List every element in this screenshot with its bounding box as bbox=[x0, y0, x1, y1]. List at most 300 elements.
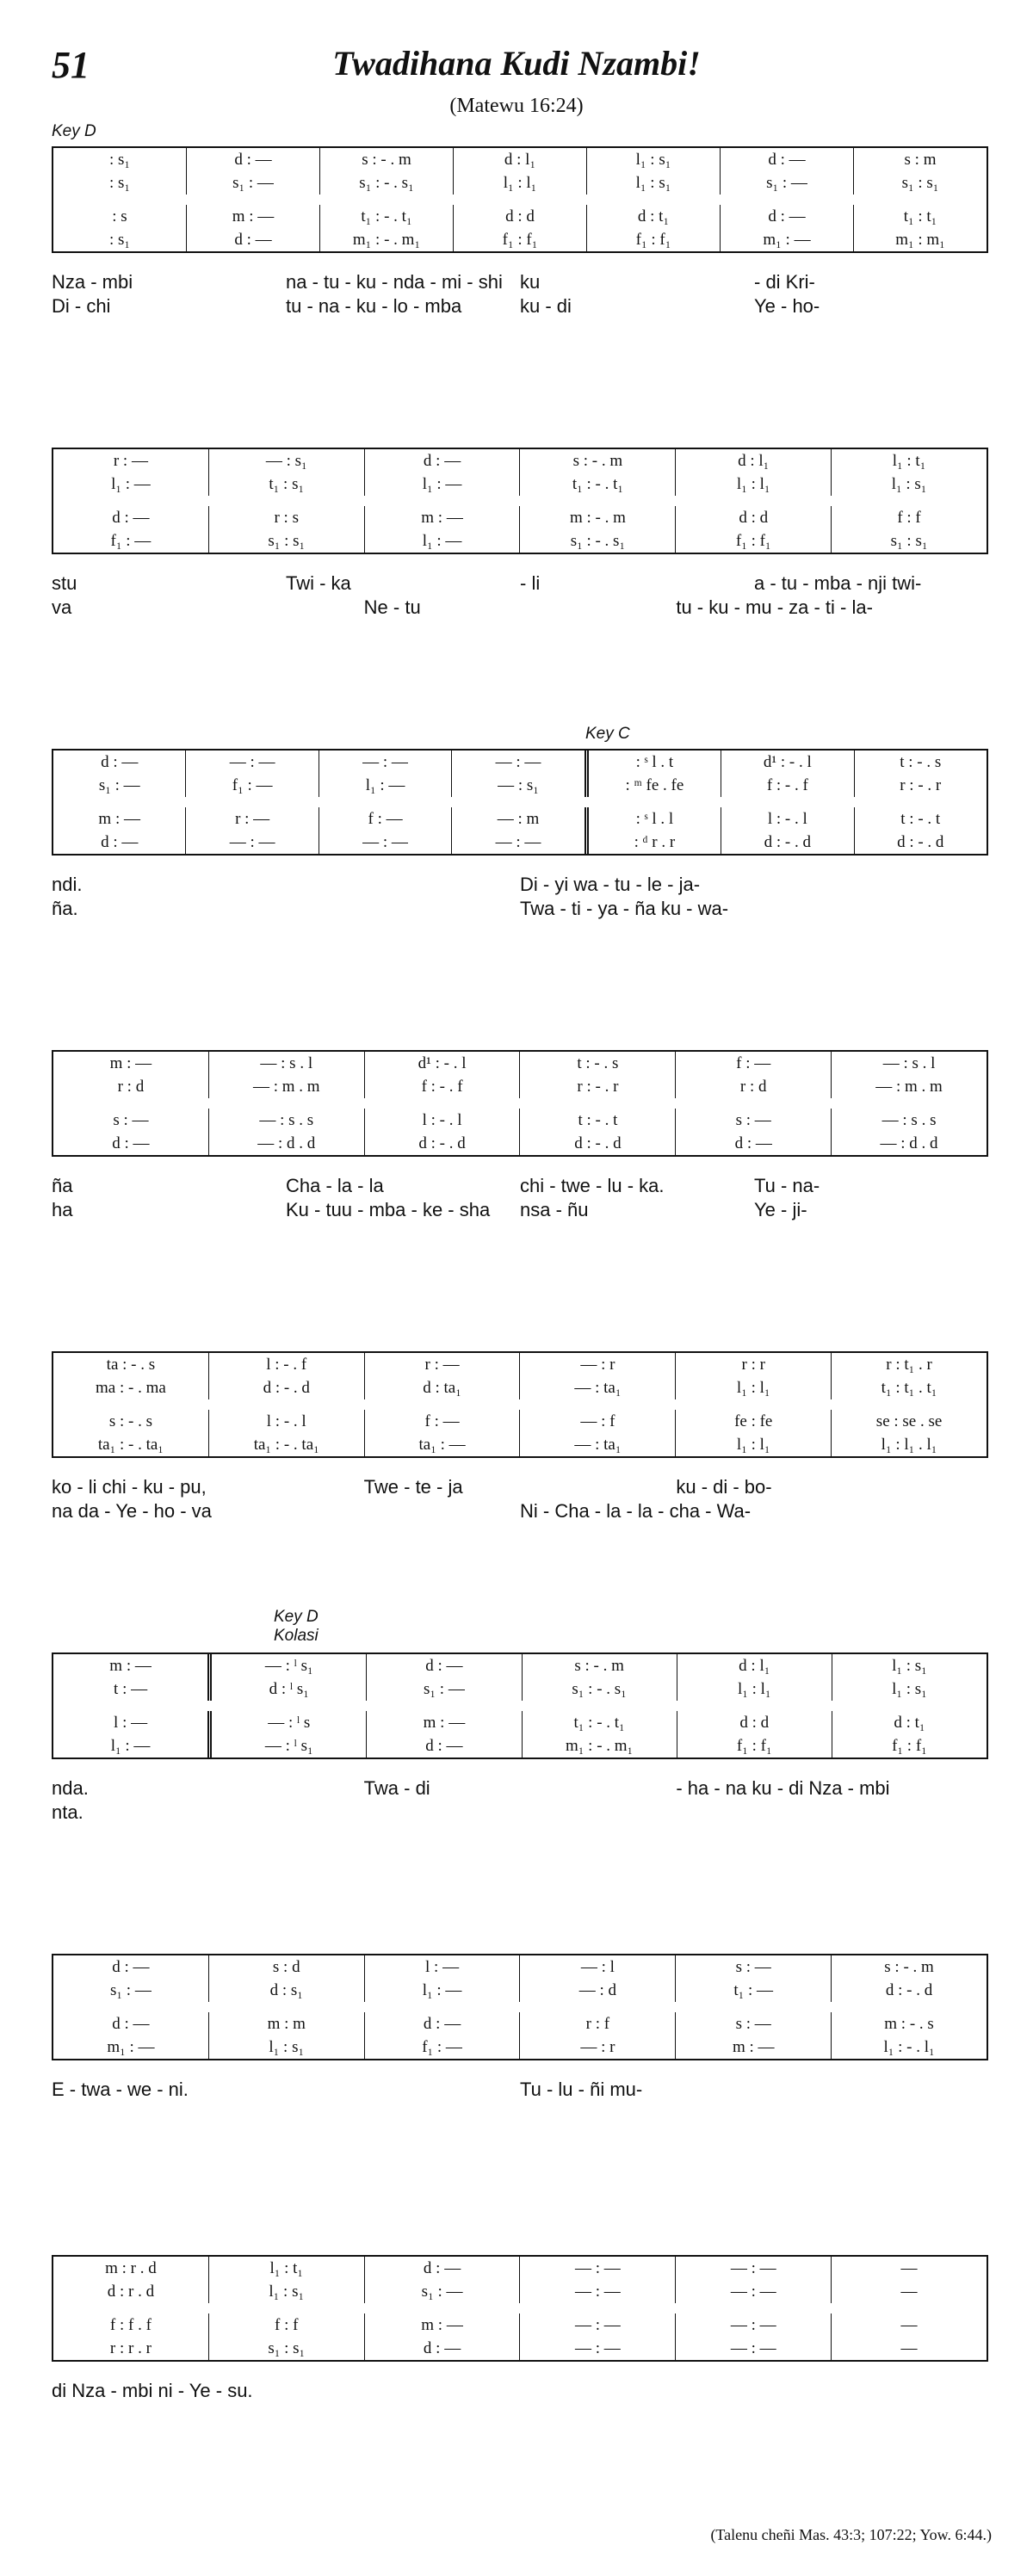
measure-cell: d : l₁ bbox=[453, 148, 586, 171]
lyric-segment: nta. bbox=[52, 1801, 84, 1823]
lyric-line bbox=[52, 572, 988, 595]
measure-cell: s₁ : — bbox=[98, 776, 140, 794]
measure-cell: m₁ : — bbox=[107, 2038, 155, 2056]
measure-cell: — : ˡ s₁ bbox=[207, 1654, 366, 1677]
measure-cell: t : - . s bbox=[854, 751, 987, 774]
measure-cell: ta₁ : — bbox=[364, 1433, 520, 1456]
measure-cell: — : d . d bbox=[831, 1132, 987, 1155]
measure-cell: d : ta₁ bbox=[364, 1376, 520, 1399]
measure-cell: — : s . l bbox=[208, 1052, 364, 1075]
measure-cell: l₁ : s₁ bbox=[832, 1654, 987, 1677]
measure-cell: — : d bbox=[519, 1979, 675, 2002]
measure-cell: — : l bbox=[519, 1955, 675, 1979]
measure-cell: m : - . s bbox=[831, 2012, 987, 2035]
lyric-segment: ko - li chi - ku - pu, bbox=[52, 1476, 207, 1498]
measure-cell: t₁ : - . t₁ bbox=[522, 1711, 677, 1734]
lyric-line bbox=[52, 1199, 988, 1221]
measure-cell: d : — bbox=[112, 1134, 150, 1152]
measure-cell: s : d bbox=[208, 1955, 364, 1979]
measure-cell: s : — bbox=[113, 1111, 149, 1129]
measure-cell: l₁ : s₁ bbox=[208, 2280, 364, 2303]
measure-cell: s₁ : — bbox=[366, 1677, 521, 1701]
measure-cell: — : — bbox=[675, 2337, 831, 2360]
measure-cell: : ᵈ r . r bbox=[585, 831, 721, 854]
measure-cell: r : — bbox=[185, 807, 318, 831]
measure-cell: d¹ : - . l bbox=[721, 751, 853, 774]
measure-cell: d : — bbox=[186, 148, 319, 171]
measure-cell: — : r bbox=[519, 2035, 675, 2059]
lyric-segment: - di Kri- bbox=[754, 271, 815, 293]
measure-cell: — bbox=[831, 2257, 987, 2280]
measure-cell: l : - . l bbox=[364, 1109, 520, 1132]
measure-cell: f₁ : f₁ bbox=[453, 228, 586, 251]
measure-cell: m₁ : - . m₁ bbox=[319, 228, 453, 251]
measure-cell: s : — bbox=[675, 2012, 831, 2035]
voice-row bbox=[53, 1711, 987, 1734]
voice-row bbox=[53, 1677, 987, 1701]
lyric-line bbox=[52, 1777, 988, 1800]
lyric-segment: tu - ku - mu - za - ti - la- bbox=[676, 596, 873, 618]
measure-cell: d : - . d bbox=[854, 831, 987, 854]
measure-cell: d : — bbox=[720, 148, 853, 171]
measure-cell: t : - . s bbox=[519, 1052, 675, 1075]
voice-row bbox=[53, 2012, 987, 2035]
measure-cell: l₁ : — bbox=[364, 473, 520, 496]
measure-cell: d : - . d bbox=[364, 1132, 520, 1155]
measure-cell: d : - . d bbox=[831, 1979, 987, 2002]
measure-cell: t₁ : — bbox=[675, 1979, 831, 2002]
key-signature-label: Key D bbox=[52, 122, 96, 140]
measure-cell: m : r . d bbox=[105, 2259, 157, 2277]
lyric-line bbox=[52, 1476, 988, 1498]
measure-cell: fe : fe bbox=[675, 1410, 831, 1433]
measure-cell: m : — bbox=[186, 205, 319, 228]
measure-cell: — : m bbox=[451, 807, 584, 831]
measure-cell: t₁ : - . t₁ bbox=[519, 473, 675, 496]
measure-cell: : s₁ bbox=[108, 151, 131, 169]
lyric-segment: Twe - te - ja bbox=[363, 1476, 463, 1498]
measure-cell: — : — bbox=[519, 2257, 675, 2280]
measure-cell: — : — bbox=[675, 2257, 831, 2280]
measure-cell: — : s . s bbox=[208, 1109, 364, 1132]
measure-cell: s : — bbox=[675, 1955, 831, 1979]
lyric-segment: Twa - ti - ya - ña ku - wa- bbox=[520, 898, 729, 919]
lyric-segment: ha bbox=[52, 1199, 73, 1220]
measure-cell: d : — bbox=[101, 833, 139, 851]
measure-cell: l₁ : s₁ bbox=[586, 148, 720, 171]
measure-cell: — : — bbox=[319, 831, 451, 854]
measure-cell: r : f bbox=[519, 2012, 675, 2035]
lyric-segment: Cha - la - la bbox=[286, 1175, 384, 1196]
hymn-number: 51 bbox=[52, 44, 90, 86]
measure-cell: f₁ : f₁ bbox=[675, 529, 831, 553]
lyric-segment bbox=[676, 1801, 988, 1824]
measure-cell: f : - . f bbox=[721, 774, 853, 797]
measure-cell: — : ta₁ bbox=[519, 1376, 675, 1399]
measure-cell: l₁ : l₁ bbox=[675, 473, 831, 496]
voice-row bbox=[53, 774, 987, 797]
measure-cell: d : ˡ s₁ bbox=[207, 1677, 366, 1701]
measure-cell: s₁ : — bbox=[720, 171, 853, 195]
staff bbox=[52, 1652, 988, 1759]
measure-cell: f : — bbox=[675, 1052, 831, 1075]
measure-cell: d : l₁ bbox=[677, 1654, 832, 1677]
measure-cell: f₁ : f₁ bbox=[832, 1734, 987, 1757]
measure-cell: r : - . r bbox=[519, 1075, 675, 1098]
measure-cell: l : — bbox=[364, 1955, 520, 1979]
voice-row bbox=[53, 1654, 987, 1677]
lyric-segment: - ha - na ku - di Nza - mbi bbox=[676, 1777, 890, 1799]
measure-cell: — : — bbox=[451, 831, 584, 854]
measure-cell: t : - . t bbox=[854, 807, 987, 831]
voice-row bbox=[53, 1353, 987, 1376]
voice-row bbox=[53, 1132, 987, 1155]
measure-cell: — : — bbox=[185, 831, 318, 854]
measure-cell: d : — bbox=[366, 1734, 521, 1757]
measure-cell: d : — bbox=[364, 2257, 520, 2280]
lyric-segment: ña. bbox=[52, 898, 78, 919]
measure-cell: — : s . l bbox=[831, 1052, 987, 1075]
measure-cell: — : — bbox=[675, 2313, 831, 2337]
measure-cell: l₁ : l₁ bbox=[677, 1677, 832, 1701]
measure-cell: m : — bbox=[675, 2035, 831, 2059]
voice-row bbox=[53, 1734, 987, 1757]
measure-cell: — bbox=[831, 2280, 987, 2303]
measure-cell: r : d bbox=[675, 1075, 831, 1098]
voice-row bbox=[53, 1979, 987, 2002]
measure-cell: l₁ : - . l₁ bbox=[831, 2035, 987, 2059]
measure-cell: f₁ : f₁ bbox=[586, 228, 720, 251]
lyric-segment: Tu - na- bbox=[754, 1175, 820, 1196]
measure-cell: f₁ : — bbox=[110, 532, 152, 550]
measure-cell: f : - . f bbox=[364, 1075, 520, 1098]
measure-cell: f₁ : — bbox=[364, 2035, 520, 2059]
measure-cell: s : - . m bbox=[831, 1955, 987, 1979]
lyric-segment: Ni - Cha - la - la - cha - Wa- bbox=[520, 1500, 752, 1522]
measure-cell: d : — bbox=[364, 449, 520, 473]
lyric-segment: Ye - ji- bbox=[754, 1199, 807, 1220]
measure-cell: t : — bbox=[114, 1680, 148, 1698]
staff bbox=[52, 1050, 988, 1157]
measure-cell: l₁ : s₁ bbox=[586, 171, 720, 195]
lyric-segment bbox=[364, 1801, 677, 1824]
measure-cell: s : - . m bbox=[519, 449, 675, 473]
measure-cell: l₁ : s₁ bbox=[832, 1677, 987, 1701]
measure-cell: — : ˡ s bbox=[207, 1711, 366, 1734]
lyric-segment: nda. bbox=[52, 1777, 89, 1799]
lyric-line bbox=[52, 596, 988, 619]
measure-cell: d : r . d bbox=[107, 2283, 155, 2301]
measure-cell: ma : - . ma bbox=[96, 1379, 166, 1397]
measure-cell: d : l₁ bbox=[675, 449, 831, 473]
measure-cell: d : — bbox=[364, 2012, 520, 2035]
measure-cell: r : — bbox=[364, 1353, 520, 1376]
key-signature-label: Key C bbox=[585, 725, 630, 743]
measure-cell: s₁ : - . s₁ bbox=[519, 529, 675, 553]
measure-cell: m : m bbox=[208, 2012, 364, 2035]
measure-cell: r : r . r bbox=[109, 2339, 152, 2357]
measure-cell: d : — bbox=[112, 1958, 150, 1976]
measure-cell: l₁ : — bbox=[364, 529, 520, 553]
lyric-segment: Twa - di bbox=[363, 1777, 430, 1799]
measure-cell: : s bbox=[112, 207, 127, 225]
measure-cell: l₁ : — bbox=[319, 774, 451, 797]
measure-cell: s : m bbox=[853, 148, 987, 171]
voice-row bbox=[53, 2035, 987, 2059]
lyric-line bbox=[52, 2079, 988, 2101]
measure-cell: — : f bbox=[519, 1410, 675, 1433]
measure-cell: d : — bbox=[366, 1654, 521, 1677]
measure-cell: s : - . m bbox=[522, 1654, 677, 1677]
staff bbox=[52, 146, 988, 253]
lyric-segment: ku bbox=[520, 271, 541, 293]
staff bbox=[52, 1954, 988, 2060]
measure-cell: s₁ : s₁ bbox=[831, 529, 987, 553]
staff bbox=[52, 1351, 988, 1458]
measure-cell: — : s₁ bbox=[208, 449, 364, 473]
key-signature-label: Key D Kolasi bbox=[274, 1608, 319, 1645]
voice-row bbox=[53, 1109, 987, 1132]
measure-cell: — : m . m bbox=[208, 1075, 364, 1098]
measure-cell: d : — bbox=[112, 509, 150, 527]
measure-cell: m : — bbox=[109, 1657, 152, 1675]
measure-cell: s : - . s bbox=[108, 1412, 152, 1430]
voice-row bbox=[53, 205, 987, 228]
voice-row bbox=[53, 807, 987, 831]
measure-cell: f₁ : — bbox=[185, 774, 318, 797]
measure-cell: l₁ : l₁ bbox=[675, 1376, 831, 1399]
measure-cell: ta₁ : - . ta₁ bbox=[97, 1436, 164, 1454]
measure-cell: t₁ : t₁ . t₁ bbox=[831, 1376, 987, 1399]
voice-row bbox=[53, 2280, 987, 2303]
measure-cell: f : f bbox=[831, 506, 987, 529]
measure-cell: m : - . m bbox=[519, 506, 675, 529]
lyric-segment: va bbox=[52, 596, 72, 618]
measure-cell: r : s bbox=[208, 506, 364, 529]
measure-cell: r : d bbox=[117, 1078, 145, 1096]
lyric-segment: Twi - ka bbox=[286, 572, 351, 594]
measure-cell: d : d bbox=[453, 205, 586, 228]
voice-row bbox=[53, 1433, 987, 1456]
measure-cell: f : — bbox=[319, 807, 451, 831]
staff bbox=[52, 448, 988, 554]
lyric-line bbox=[52, 1175, 988, 1197]
lyric-line bbox=[52, 1500, 988, 1523]
measure-cell: — : — bbox=[451, 751, 584, 774]
measure-cell: f : — bbox=[364, 1410, 520, 1433]
measure-cell: — : ˡ s₁ bbox=[207, 1734, 366, 1757]
measure-cell: : ˢ l . t bbox=[585, 751, 721, 774]
measure-cell: s₁ : s₁ bbox=[853, 171, 987, 195]
lyric-segment: ndi. bbox=[52, 874, 83, 895]
measure-cell: — : m . m bbox=[831, 1075, 987, 1098]
voice-row bbox=[53, 529, 987, 553]
measure-cell: : s₁ bbox=[108, 174, 131, 192]
lyric-segment: Nza - mbi bbox=[52, 271, 133, 293]
measure-cell: m : — bbox=[366, 1711, 521, 1734]
measure-cell: d : t₁ bbox=[832, 1711, 987, 1734]
measure-cell: t : - . t bbox=[519, 1109, 675, 1132]
lyric-segment: ku - di bbox=[520, 295, 572, 317]
lyric-segment: ña bbox=[52, 1175, 73, 1196]
lyric-segment: Ne - tu bbox=[363, 596, 421, 618]
measure-cell: d : d bbox=[675, 506, 831, 529]
lyric-segment: - li bbox=[520, 572, 541, 594]
measure-cell: — : s₁ bbox=[451, 774, 584, 797]
measure-cell: — : d . d bbox=[208, 1132, 364, 1155]
measure-cell: l : - . f bbox=[208, 1353, 364, 1376]
voice-row bbox=[53, 1376, 987, 1399]
lyric-segment: E - twa - we - ni. bbox=[52, 2079, 189, 2100]
measure-cell: d : — bbox=[112, 2015, 150, 2033]
measure-cell: l₁ : t₁ bbox=[831, 449, 987, 473]
voice-row bbox=[53, 228, 987, 251]
lyric-segment: Di - yi wa - tu - le - ja- bbox=[520, 874, 701, 895]
measure-cell: l₁ : l₁ . l₁ bbox=[831, 1433, 987, 1456]
voice-row bbox=[53, 148, 987, 171]
measure-cell: s₁ : - . s₁ bbox=[319, 171, 453, 195]
measure-cell: l₁ : l₁ bbox=[453, 171, 586, 195]
lyric-segment: stu bbox=[52, 572, 77, 594]
measure-cell: m₁ : - . m₁ bbox=[522, 1734, 677, 1757]
measure-cell: t₁ : s₁ bbox=[208, 473, 364, 496]
measure-cell: t₁ : - . t₁ bbox=[319, 205, 453, 228]
footer-note: (Talenu cheñi Mas. 43:3; 107:22; Yow. 6:44.) bbox=[710, 2526, 992, 2543]
lyric-line bbox=[52, 1801, 988, 1824]
measure-cell: — : — bbox=[319, 751, 451, 774]
measure-cell: l₁ : s₁ bbox=[208, 2035, 364, 2059]
measure-cell: : s₁ bbox=[108, 231, 131, 249]
measure-cell: d : — bbox=[101, 753, 139, 771]
measure-cell: — : r bbox=[519, 1353, 675, 1376]
lyric-line bbox=[52, 271, 988, 293]
measure-cell: m₁ : — bbox=[720, 228, 853, 251]
measure-cell: l₁ : s₁ bbox=[831, 473, 987, 496]
lyric-segment: tu - na - ku - lo - mba bbox=[286, 295, 462, 317]
measure-cell: m₁ : m₁ bbox=[853, 228, 987, 251]
voice-row bbox=[53, 449, 987, 473]
measure-cell: d : t₁ bbox=[586, 205, 720, 228]
voice-row bbox=[53, 473, 987, 496]
measure-cell: — : — bbox=[519, 2280, 675, 2303]
measure-cell: l₁ : — bbox=[111, 475, 151, 493]
lyric-segment: nsa - ñu bbox=[520, 1199, 589, 1220]
lyric-segment: Ku - tuu - mba - ke - sha bbox=[286, 1199, 491, 1220]
measure-cell: — : — bbox=[185, 751, 318, 774]
measure-cell: r : — bbox=[113, 452, 148, 470]
staff bbox=[52, 749, 988, 856]
measure-cell: s : — bbox=[675, 1109, 831, 1132]
measure-cell: se : se . se bbox=[831, 1410, 987, 1433]
lyric-line bbox=[52, 295, 988, 318]
measure-cell: m : — bbox=[109, 1054, 152, 1072]
measure-cell: — bbox=[831, 2337, 987, 2360]
voice-row bbox=[53, 751, 987, 774]
measure-cell: m : — bbox=[364, 2313, 520, 2337]
lyric-segment: Tu - lu - ñi mu- bbox=[520, 2079, 643, 2100]
lyric-segment: chi - twe - lu - ka. bbox=[520, 1175, 665, 1196]
measure-cell: : ᵐ fe . fe bbox=[585, 774, 721, 797]
lyric-segment: a - tu - mba - nji twi- bbox=[754, 572, 922, 594]
measure-cell: f₁ : f₁ bbox=[677, 1734, 832, 1757]
measure-cell: : ˢ l . l bbox=[585, 807, 721, 831]
measure-cell: l : - . l bbox=[208, 1410, 364, 1433]
measure-cell: — : s . s bbox=[831, 1109, 987, 1132]
measure-cell: r : r bbox=[675, 1353, 831, 1376]
measure-cell: s₁ : s₁ bbox=[208, 529, 364, 553]
voice-row bbox=[53, 1075, 987, 1098]
measure-cell: — : — bbox=[519, 2337, 675, 2360]
lyric-segment: Di - chi bbox=[52, 295, 111, 317]
measure-cell: r : - . r bbox=[854, 774, 987, 797]
lyric-segment: di Nza - mbi ni - Ye - su. bbox=[52, 2380, 253, 2401]
measure-cell: — bbox=[831, 2313, 987, 2337]
voice-row bbox=[53, 2313, 987, 2337]
measure-cell: d : - . d bbox=[519, 1132, 675, 1155]
measure-cell: d : — bbox=[675, 1132, 831, 1155]
voice-row bbox=[53, 2337, 987, 2360]
measure-cell: l₁ : l₁ bbox=[675, 1433, 831, 1456]
measure-cell: d : — bbox=[186, 228, 319, 251]
measure-cell: ta : - . s bbox=[106, 1356, 156, 1374]
measure-cell: m : — bbox=[364, 506, 520, 529]
voice-row bbox=[53, 1955, 987, 1979]
measure-cell: — : ta₁ bbox=[519, 1433, 675, 1456]
measure-cell: t₁ : t₁ bbox=[853, 205, 987, 228]
measure-cell: s₁ : — bbox=[364, 2280, 520, 2303]
lyric-segment: na - tu - ku - nda - mi - shi bbox=[286, 271, 503, 293]
measure-cell: s₁ : s₁ bbox=[208, 2337, 364, 2360]
lyric-segment: Ye - ho- bbox=[754, 295, 820, 317]
measure-cell: d : s₁ bbox=[208, 1979, 364, 2002]
measure-cell: r : t₁ . r bbox=[831, 1353, 987, 1376]
measure-cell: l₁ : — bbox=[110, 1737, 151, 1755]
lyric-segment: na da - Ye - ho - va bbox=[52, 1500, 212, 1522]
measure-cell: — : — bbox=[519, 2313, 675, 2337]
measure-cell: f : f bbox=[208, 2313, 364, 2337]
measure-cell: l₁ : t₁ bbox=[208, 2257, 364, 2280]
measure-cell: — : — bbox=[675, 2280, 831, 2303]
measure-cell: m : — bbox=[98, 810, 140, 828]
measure-cell: d : - . d bbox=[208, 1376, 364, 1399]
measure-cell: s₁ : — bbox=[110, 1981, 152, 1999]
measure-cell: d¹ : - . l bbox=[364, 1052, 520, 1075]
voice-row bbox=[53, 2257, 987, 2280]
measure-cell: s₁ : - . s₁ bbox=[522, 1677, 677, 1701]
measure-cell: l : — bbox=[114, 1714, 148, 1732]
voice-row bbox=[53, 506, 987, 529]
hymn-title: Twadihana Kudi Nzambi! bbox=[332, 44, 701, 83]
measure-cell: l : - . l bbox=[721, 807, 853, 831]
measure-cell: d : — bbox=[720, 205, 853, 228]
measure-cell: d : - . d bbox=[721, 831, 853, 854]
measure-cell: d : — bbox=[364, 2337, 520, 2360]
measure-cell: s : - . m bbox=[319, 148, 453, 171]
measure-cell: d : d bbox=[677, 1711, 832, 1734]
measure-cell: l₁ : — bbox=[364, 1979, 520, 2002]
measure-cell: s₁ : — bbox=[186, 171, 319, 195]
voice-row bbox=[53, 1410, 987, 1433]
measure-cell: f : f . f bbox=[109, 2316, 152, 2334]
voice-row bbox=[53, 171, 987, 195]
scripture-reference: (Matewu 16:24) bbox=[449, 95, 584, 117]
voice-row bbox=[53, 831, 987, 854]
lyric-segment: ku - di - bo- bbox=[676, 1476, 772, 1498]
lyric-line bbox=[52, 874, 988, 896]
staff bbox=[52, 2255, 988, 2362]
voice-row bbox=[53, 1052, 987, 1075]
lyric-line bbox=[52, 898, 988, 920]
